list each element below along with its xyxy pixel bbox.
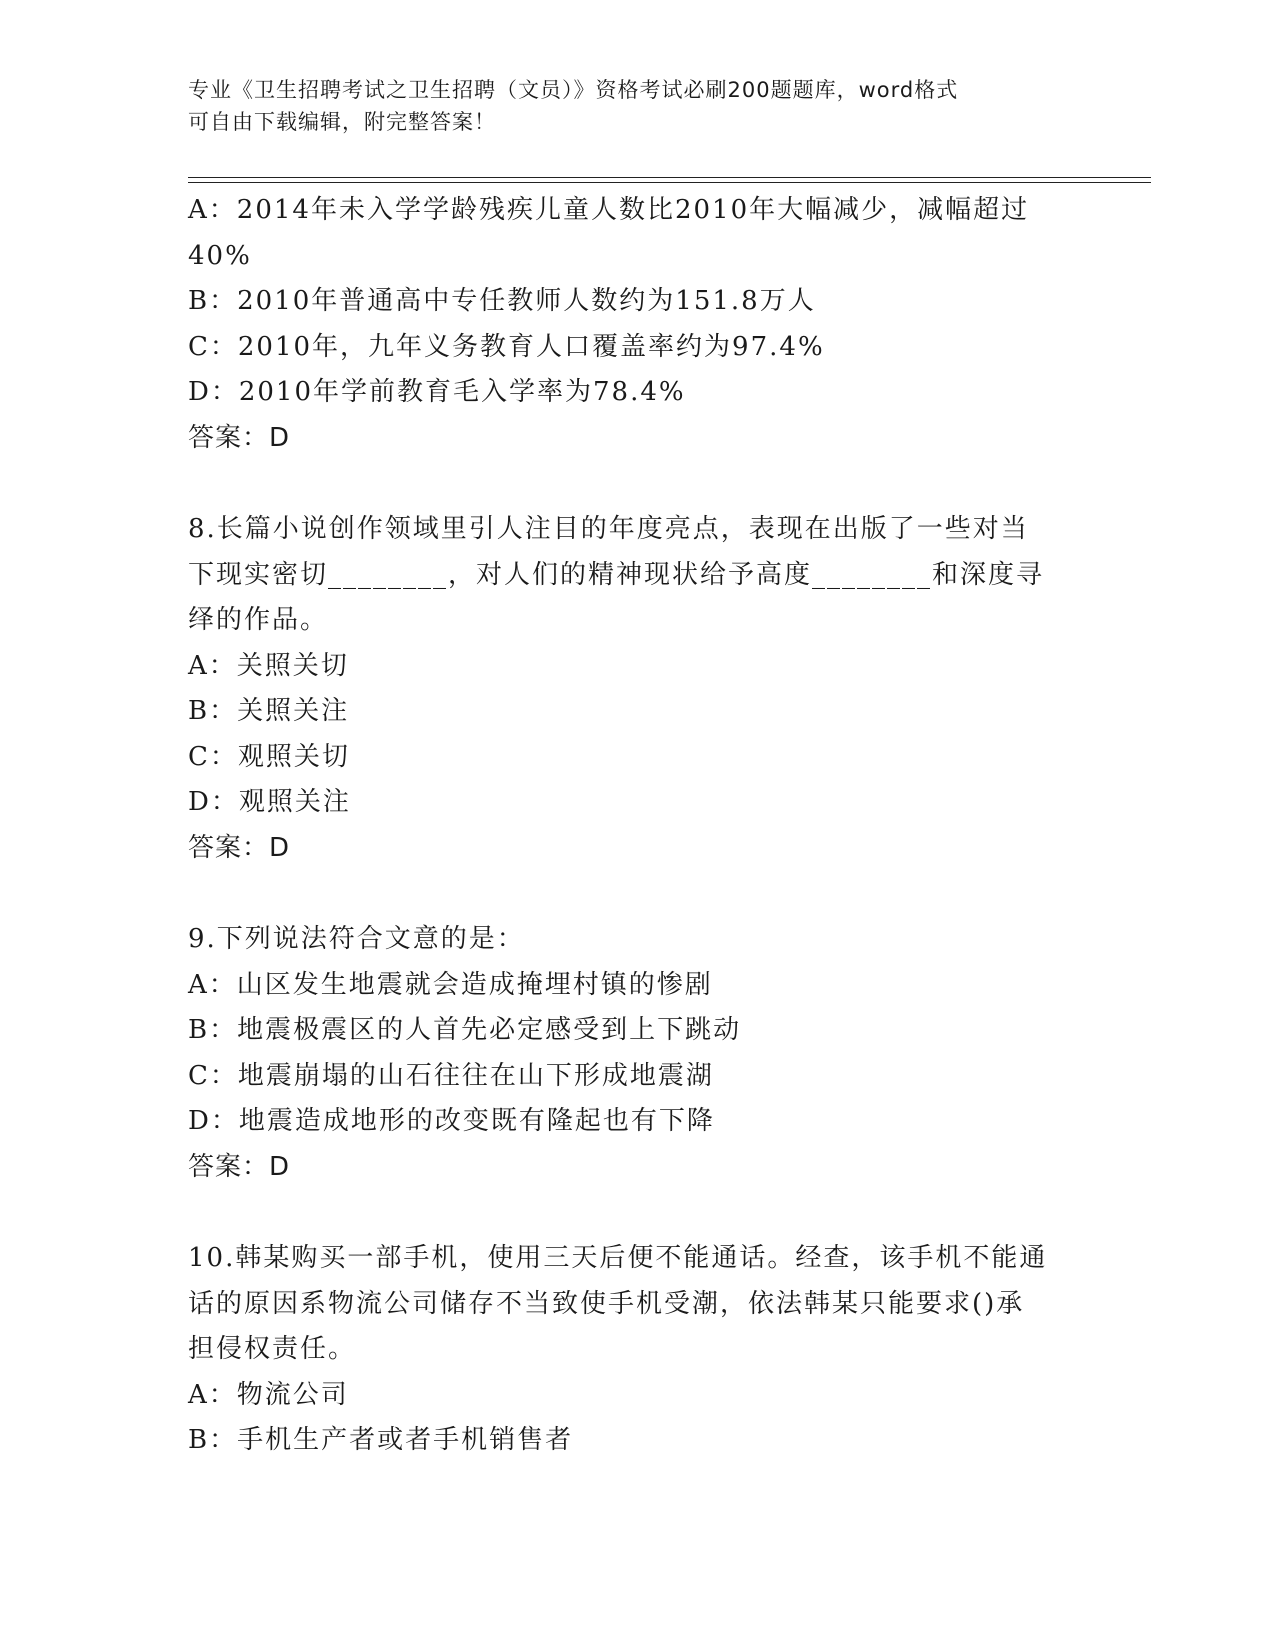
option-a: A：关照关切 (188, 650, 349, 681)
spacer (188, 871, 1088, 917)
question-9 (188, 917, 1088, 1190)
option-a: A：2014年未入学学龄残疾儿童人数比2010年大幅减少，减幅超过 (188, 195, 1030, 225)
option-d: D：2010年学前教育毛入学率为78.4% (188, 377, 686, 407)
question-10 (188, 1236, 1088, 1464)
header-divider-top (188, 177, 1151, 178)
option-a: A：山区发生地震就会造成掩埋村镇的惨剧 (188, 969, 713, 1000)
option-a: A：物流公司 (188, 1379, 349, 1410)
question-stem: 8.长篇小说创作领域里引人注目的年度亮点，表现在出版了一些对当 (188, 514, 1029, 544)
answer: 答案：D (188, 1151, 291, 1182)
question-stem: 担侵权责任。 (188, 1334, 357, 1364)
header-divider-bottom (188, 182, 1151, 183)
question-stem: 9.下列说法符合文意的是： (188, 924, 525, 954)
question-stem: 话的原因系物流公司储存不当致使手机受潮，依法韩某只能要求()承 (188, 1288, 1025, 1319)
answer: 答案：D (188, 832, 291, 863)
option-d: D：观照关注 (188, 787, 351, 817)
question-stem: 下现实密切________，对人们的精神现状给予高度________和深度寻 (188, 559, 1045, 590)
option-b: B：手机生产者或者手机销售者 (188, 1425, 574, 1455)
question-8 (188, 507, 1088, 871)
header-line-2: 可自由下载编辑，附完整答案！ (188, 110, 496, 134)
option-b: B：关照关注 (188, 696, 350, 726)
header-line-1: 专业《卫生招聘考试之卫生招聘（文员）》资格考试必刷200题题库，word格式 (188, 78, 959, 102)
option-b: B：地震极震区的人首先必定感受到上下跳动 (188, 1015, 742, 1045)
question-stem: 绎的作品。 (188, 605, 329, 635)
option-c: C：2010年，九年义务教育人口覆盖率约为97.4% (188, 331, 825, 362)
option-b: B：2010年普通高中专任教师人数约为151.8万人 (188, 286, 816, 316)
question-stem: 10.韩某购买一部手机，使用三天后便不能通话。经查，该手机不能通 (188, 1243, 1048, 1273)
option-c: C：观照关切 (188, 741, 350, 772)
option-d: D：地震造成地形的改变既有隆起也有下降 (188, 1106, 715, 1136)
document-body (188, 188, 1088, 1464)
option-a-continued: 40% (188, 240, 252, 271)
spacer (188, 1190, 1088, 1236)
document-header (188, 74, 1088, 138)
question-7 (188, 188, 1088, 461)
answer: 答案：D (188, 422, 291, 453)
spacer (188, 461, 1088, 507)
option-c: C：地震崩塌的山石往往在山下形成地震湖 (188, 1060, 714, 1091)
